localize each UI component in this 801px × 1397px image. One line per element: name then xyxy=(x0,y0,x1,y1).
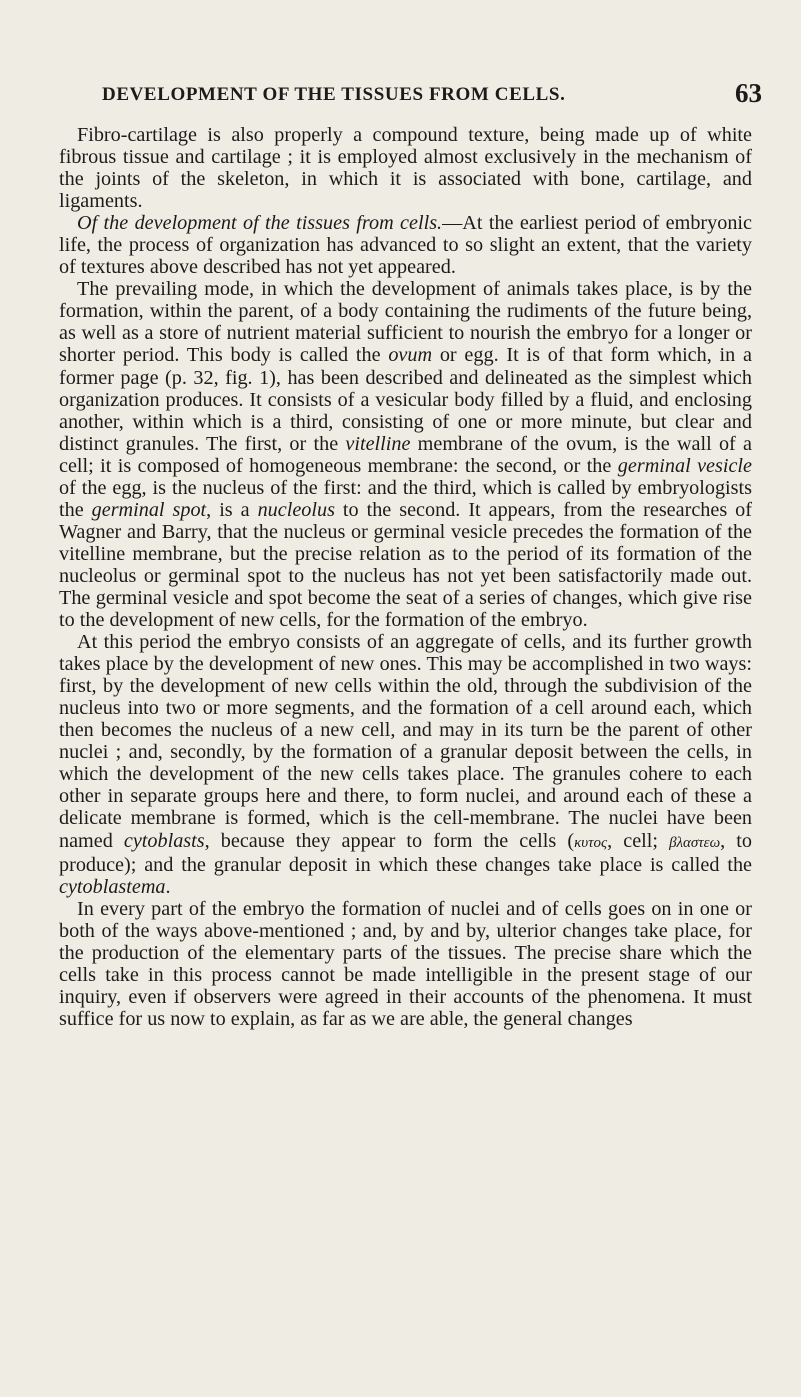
page-number: 63 xyxy=(735,78,762,108)
running-head: DEVELOPMENT OF THE TISSUES FROM CELLS. xyxy=(102,84,566,105)
text-run: At this period the embryo consists of an aggregate of cells, and its further growth takes place by the development of new ones. This may be accomplished in two ways: first, by the development of new cells within the old, through the subdivision of the nucleus into two or more segments, and the formation of a cell around each, which then becomes the nucleus of a new cell, and may in its turn be the parent of other nuclei ; and, secondly, by the formation of a granular deposit between the cells, in which the development of the new cells takes place. The granules cohere to each other in separate groups here and there, to form nuclei, and around each of these a delicate membrane is formed, which is the cell-membrane. The nuclei have been named xyxy=(59,631,752,852)
page-header xyxy=(102,78,762,110)
text-run: . xyxy=(165,875,171,898)
paragraph-nuclei-formation xyxy=(59,898,752,1030)
text-run: , to produce); and the granular deposit in which these changes take place is called the xyxy=(59,829,752,876)
body-text xyxy=(59,124,752,1030)
term-cytoblasts: cytoblasts xyxy=(123,829,205,852)
paragraph-text: —At the earliest period of embryonic life, the process of organization has advanced to so slight an extent, that the variety of textures above described has not yet appeared. xyxy=(59,212,752,279)
term-ovum: ovum xyxy=(388,344,433,367)
paragraph-ovum xyxy=(59,278,752,631)
paragraph-development-heading xyxy=(59,212,752,278)
term-germinal-spot: germinal spot xyxy=(91,498,207,521)
text-run: to the second. It appears, from the researches of Wagner and Barry, that the nucleus or germinal vesicle precedes the formation of the vitelline membrane, but the precise relation as to the period of its formation of the nucleolus or germinal spot to the nucleus has not yet been satisfactorily made out. The germinal vesicle and spot become the seat of a series of changes, which give rise to the development of new cells, for the formation of the embryo. xyxy=(59,498,752,632)
term-nucleolus: nucleolus xyxy=(257,498,335,521)
greek-word-blasteo: βλαστεω xyxy=(669,834,721,851)
paragraph-fibro-cartilage xyxy=(59,124,752,212)
section-heading: Of the development of the tissues from cells. xyxy=(77,212,443,235)
greek-word-kytos: κυτος xyxy=(574,834,608,851)
paragraph-text: Fibro-cartilage is also properly a compound texture, being made up of white fibrous tissue and cartilage ; it is employed almost exclusively in the mechanism of the joints of the skeleton, in which it is associated with bone, cartilage, and ligaments. xyxy=(59,124,752,213)
text-run: The prevailing mode, in which the development of animals takes place, is by the formation, within the parent, of a body containing the rudiments of the future being, as well as a store of nutrient material sufficient to nourish the embryo for a longer or shorter period. This body is called the xyxy=(59,278,752,367)
paragraph-embryo-cells xyxy=(59,631,752,898)
term-cytoblastema: cytoblastema xyxy=(59,875,166,898)
paragraph-text: In every part of the embryo the formation of nuclei and of cells goes on in one or both of the ways above-mentioned ; and, by and by, ulterior changes take place, for the production of the elementary parts of the tissues. The precise share which the cells take in this process cannot be made intelligible in the present stage of our inquiry, even if observers were agreed in their accounts of the phenomena. It must suffice for us now to explain, as far as we are able, the general changes xyxy=(59,897,752,1030)
text-run: , because they appear to form the cells ( xyxy=(204,829,575,852)
text-run: , cell; xyxy=(607,829,670,852)
term-germinal-vesicle: germinal vesicle xyxy=(617,454,752,477)
text-run: or egg. It is of that form which, in a former page (p. 32, fig. 1), has been described and delineated as the simplest which organization produces. It consists of a vesicular body filled by a fluid, and enclosing another, within which is a third, consisting of one or more minute, but clear and distinct granules. The first, or the xyxy=(59,344,752,455)
text-run: , is a xyxy=(206,498,258,521)
text-run: of the egg, is the nucleus of the first: and the third, which is called by embryologists the xyxy=(59,476,752,521)
term-vitelline: vitelline xyxy=(345,432,411,455)
text-run: membrane of the ovum, is the wall of a cell; it is composed of homogeneous membrane: the second, or the xyxy=(59,432,752,477)
